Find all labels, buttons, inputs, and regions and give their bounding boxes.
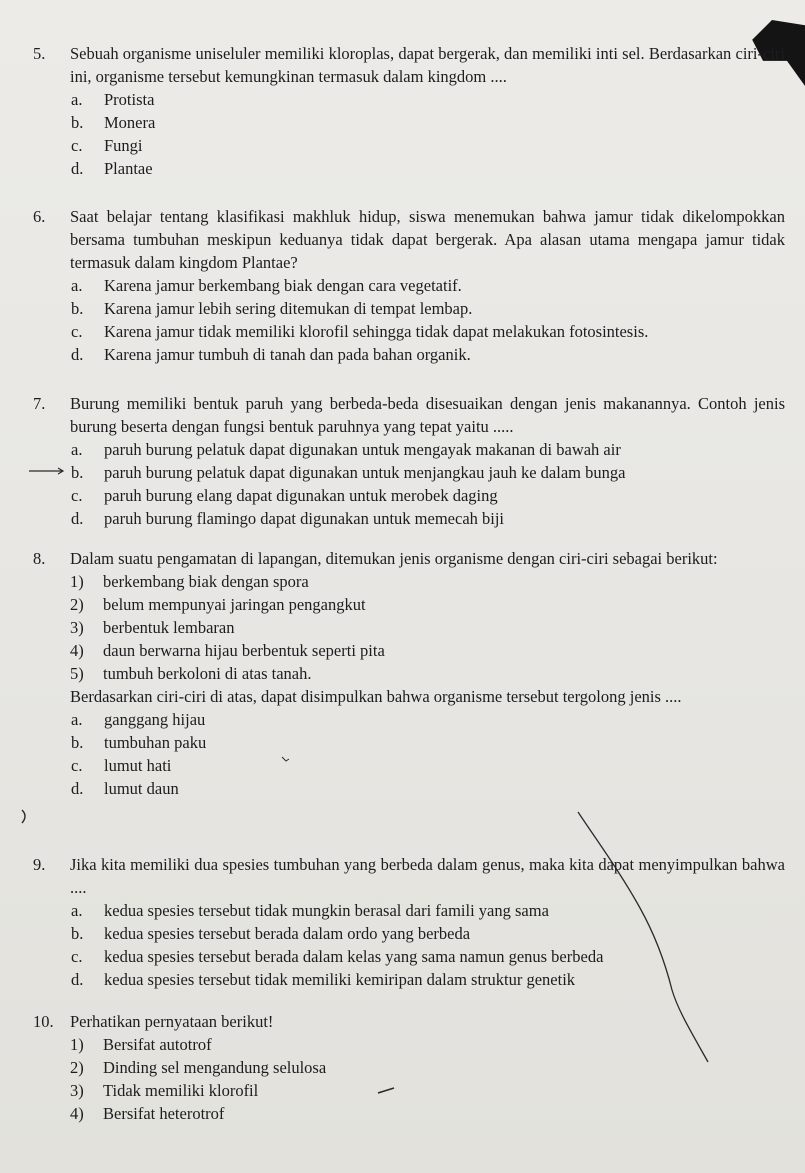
option-d: d. paruh burung flamingo dapat digunakan untuk memecah biji: [71, 509, 505, 528]
option-b: b. Karena jamur lebih sering ditemukan di tempat lembap.: [71, 299, 473, 318]
option-a: a. ganggang hijau: [71, 710, 206, 729]
option-c: c. paruh burung elang dapat digunakan untuk merobek daging: [71, 486, 498, 505]
list-item: 5) tumbuh berkoloni di atas tanah.: [70, 664, 312, 683]
question-5: [33, 42, 785, 180]
option-a: a. kedua spesies tersebut tidak mungkin berasal dari famili yang sama: [71, 901, 549, 920]
list-item: 3) berbentuk lembaran: [70, 618, 235, 637]
option-d: d. kedua spesies tersebut tidak memiliki kemiripan dalam struktur genetik: [71, 970, 576, 989]
option-c: c. lumut hati: [71, 756, 172, 775]
question-6: [33, 205, 785, 366]
option-b: b. paruh burung pelatuk dapat digunakan untuk menjangkau jauh ke dalam bunga: [71, 463, 626, 482]
option-d: d. Karena jamur tumbuh di tanah dan pada bahan organik.: [71, 345, 471, 364]
list-item: 1) berkembang biak dengan spora: [70, 572, 309, 591]
question-9: [33, 853, 785, 991]
list-item: 1) Bersifat autotrof: [70, 1035, 212, 1054]
question-number: 10.: [33, 1012, 54, 1031]
option-b: b. kedua spesies tersebut berada dalam ordo yang berbeda: [71, 924, 471, 943]
list-item: 3) Tidak memiliki klorofil: [70, 1081, 259, 1100]
option-a: a. paruh burung pelatuk dapat digunakan untuk mengayak makanan di bawah air: [71, 440, 621, 459]
question-stem: Burung memiliki bentuk paruh yang berbeda-beda disesuaikan dengan jenis makanannya. Contoh jenis burung beserta dengan fungsi bentuk paruhnya yang tepat yaitu .....: [70, 394, 785, 436]
option-b: b. tumbuhan paku: [71, 733, 207, 752]
question-stem: Jika kita memiliki dua spesies tumbuhan yang berbeda dalam genus, maka kita dapat menyimpulkan bahwa ....: [70, 855, 785, 897]
question-8: [33, 547, 785, 800]
option-d: d. Plantae: [71, 159, 153, 178]
question-7: [33, 392, 785, 530]
option-a: a. Karena jamur berkembang biak dengan cara vegetatif.: [71, 276, 462, 295]
list-item: 4) daun berwarna hijau berbentuk seperti pita: [70, 641, 385, 660]
option-c: c. Fungi: [71, 136, 143, 155]
question-number: 7.: [33, 394, 46, 413]
question-stem: Saat belajar tentang klasifikasi makhluk hidup, siswa menemukan bahwa jamur tidak dikelompokkan bersama tumbuhan meskipun keduanya tidak dapat bergerak. Apa alasan utama mengapa jamur tidak termasuk dalam kingdom Plantae?: [70, 207, 785, 272]
option-d: d. lumut daun: [71, 779, 179, 798]
list-item: 2) belum mempunyai jaringan pengangkut: [70, 595, 366, 614]
list-item: 2) Dinding sel mengandung selulosa: [70, 1058, 327, 1077]
option-a: a. Protista: [71, 90, 155, 109]
question-number: 6.: [33, 207, 46, 226]
question-stem-continuation: Berdasarkan ciri-ciri di atas, dapat disimpulkan bahwa organisme tersebut tergolong jenis ....: [70, 687, 682, 706]
question-number: 9.: [33, 855, 46, 874]
question-number: 8.: [33, 549, 46, 568]
question-number: 5.: [33, 44, 46, 63]
option-b: b. Monera: [71, 113, 156, 132]
option-c: c. kedua spesies tersebut berada dalam kelas yang sama namun genus berbeda: [71, 947, 604, 966]
question-10: [33, 1010, 785, 1125]
question-stem: Sebuah organisme uniseluler memiliki kloroplas, dapat bergerak, dan memiliki inti sel. Berdasarkan ciri-ciri ini, organisme tersebut kemungkinan termasuk dalam kingdom ....: [70, 44, 785, 86]
list-item: 4) Bersifat heterotrof: [70, 1104, 225, 1123]
question-stem: Dalam suatu pengamatan di lapangan, ditemukan jenis organisme dengan ciri-ciri sebagai berikut:: [70, 549, 718, 568]
option-c: c. Karena jamur tidak memiliki klorofil sehingga tidak dapat melakukan fotosintesis.: [71, 322, 649, 341]
question-stem: Perhatikan pernyataan berikut!: [70, 1012, 274, 1031]
